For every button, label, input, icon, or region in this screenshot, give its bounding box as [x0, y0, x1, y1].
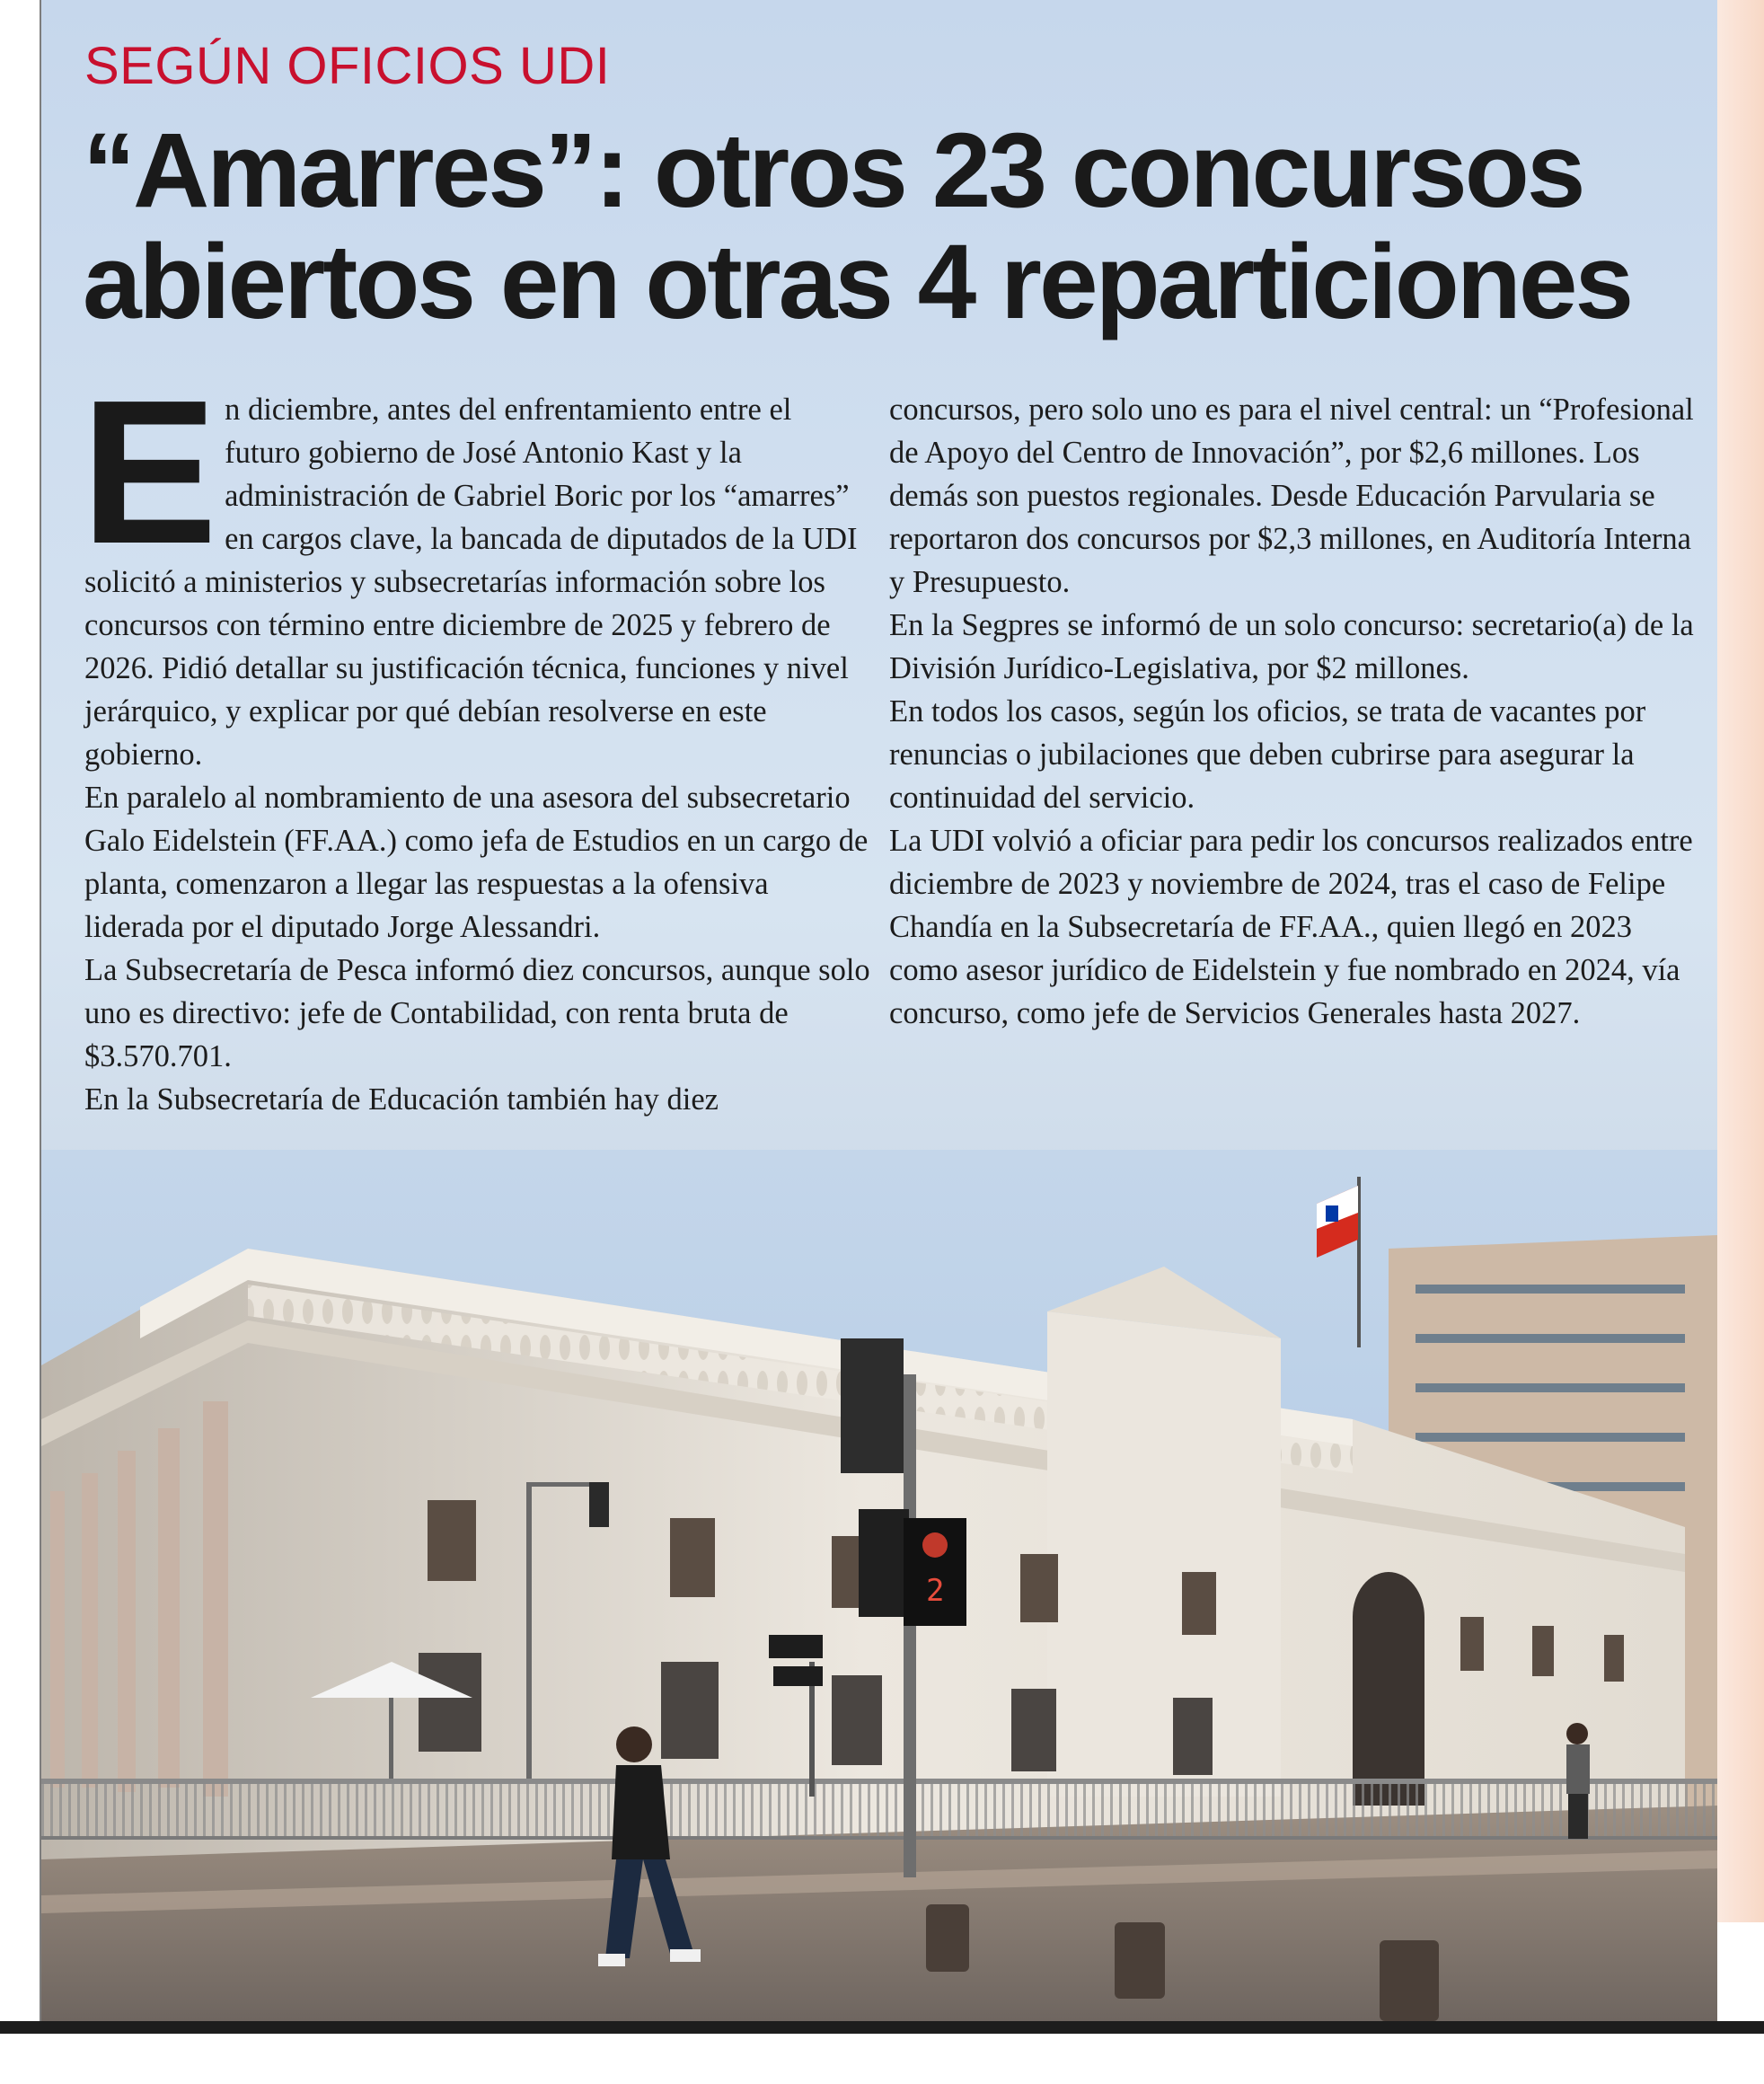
body-paragraph: En la Subsecretaría de Educación también hay diez	[84, 1082, 719, 1117]
page-bottom-rule	[0, 2021, 1764, 2034]
article-photo	[41, 1150, 1717, 2021]
palace-photo-illustration	[41, 1150, 1717, 2021]
body-column-left	[81, 358, 875, 1121]
article-headline	[83, 111, 1699, 341]
barrier-fence	[41, 1779, 1717, 1840]
body-paragraph: En paralelo al nombramiento de una asesora del subsecretario Galo Eidelstein (FF.AA.) como jefa de Estudios en un cargo de planta, comenzaron a llegar las respuestas a la ofensiva liderada por el diputado Jorge Alessandri.	[84, 781, 869, 944]
headline-line-2: abiertos en otras 4 reparticiones	[83, 223, 1632, 341]
body-column-right	[889, 388, 1698, 1035]
body-paragraph: En la Segpres se informó de un solo concurso: secretario(a) de la División Jurídico-Legislativa, por $2 millones.	[889, 608, 1694, 685]
article-kicker: SEGÚN OFICIOS UDI	[84, 37, 611, 95]
body-paragraph: En todos los casos, según los oficios, se trata de vacantes por renuncias o jubilaciones que deben cubrirse para asegurar la continuidad del servicio.	[889, 694, 1646, 815]
palace-doorway	[1353, 1572, 1424, 1806]
body-paragraph: La UDI volvió a oficiar para pedir los concursos realizados entre diciembre de 2023 y noviembre de 2024, tras el caso de Felipe Chandía en la Subsecretaría de FF.AA., quien llegó en 2023 como asesor jurídico de Eidelstein y fue nombrado en 2024, vía concurso, como jefe de Servicios Generales hasta 2027.	[889, 824, 1693, 1030]
adjacent-page-margin	[1717, 0, 1764, 1922]
paragraph-text: n diciembre, antes del enfrentamiento entre el futuro gobierno de José Antonio Kast y la administración de Gabriel Boric por los “amarres” en cargos clave, la bancada de diputados de la UDI solicitó a ministerios y subsecretarías información sobre los concursos con término entre diciembre de 2025 y febrero de 2026. Pidió detallar su justificación técnica, funciones y nivel jerárquico, y explicar por qué debían resolverse en este gobierno.	[84, 393, 858, 772]
drop-cap: E	[81, 358, 218, 587]
body-paragraph: concursos, pero solo uno es para el nivel central: un “Profesional de Apoyo del Centro de Innovación”, por $2,6 millones. Los demás son puestos regionales. Desde Educación Parvularia se reportaron dos concursos por $2,3 millones, en Auditoría Interna y Presupuesto.	[889, 393, 1694, 599]
body-paragraph	[81, 358, 875, 776]
headline-line-1: “Amarres”: otros 23 concursos	[83, 111, 1583, 230]
traffic-signal-digit: 2	[926, 1573, 945, 1609]
article-panel	[41, 0, 1717, 2021]
body-paragraph: La Subsecretaría de Pesca informó diez concursos, aunque solo uno es directivo: jefe de Contabilidad, con renta bruta de $3.570.701.	[84, 953, 870, 1073]
